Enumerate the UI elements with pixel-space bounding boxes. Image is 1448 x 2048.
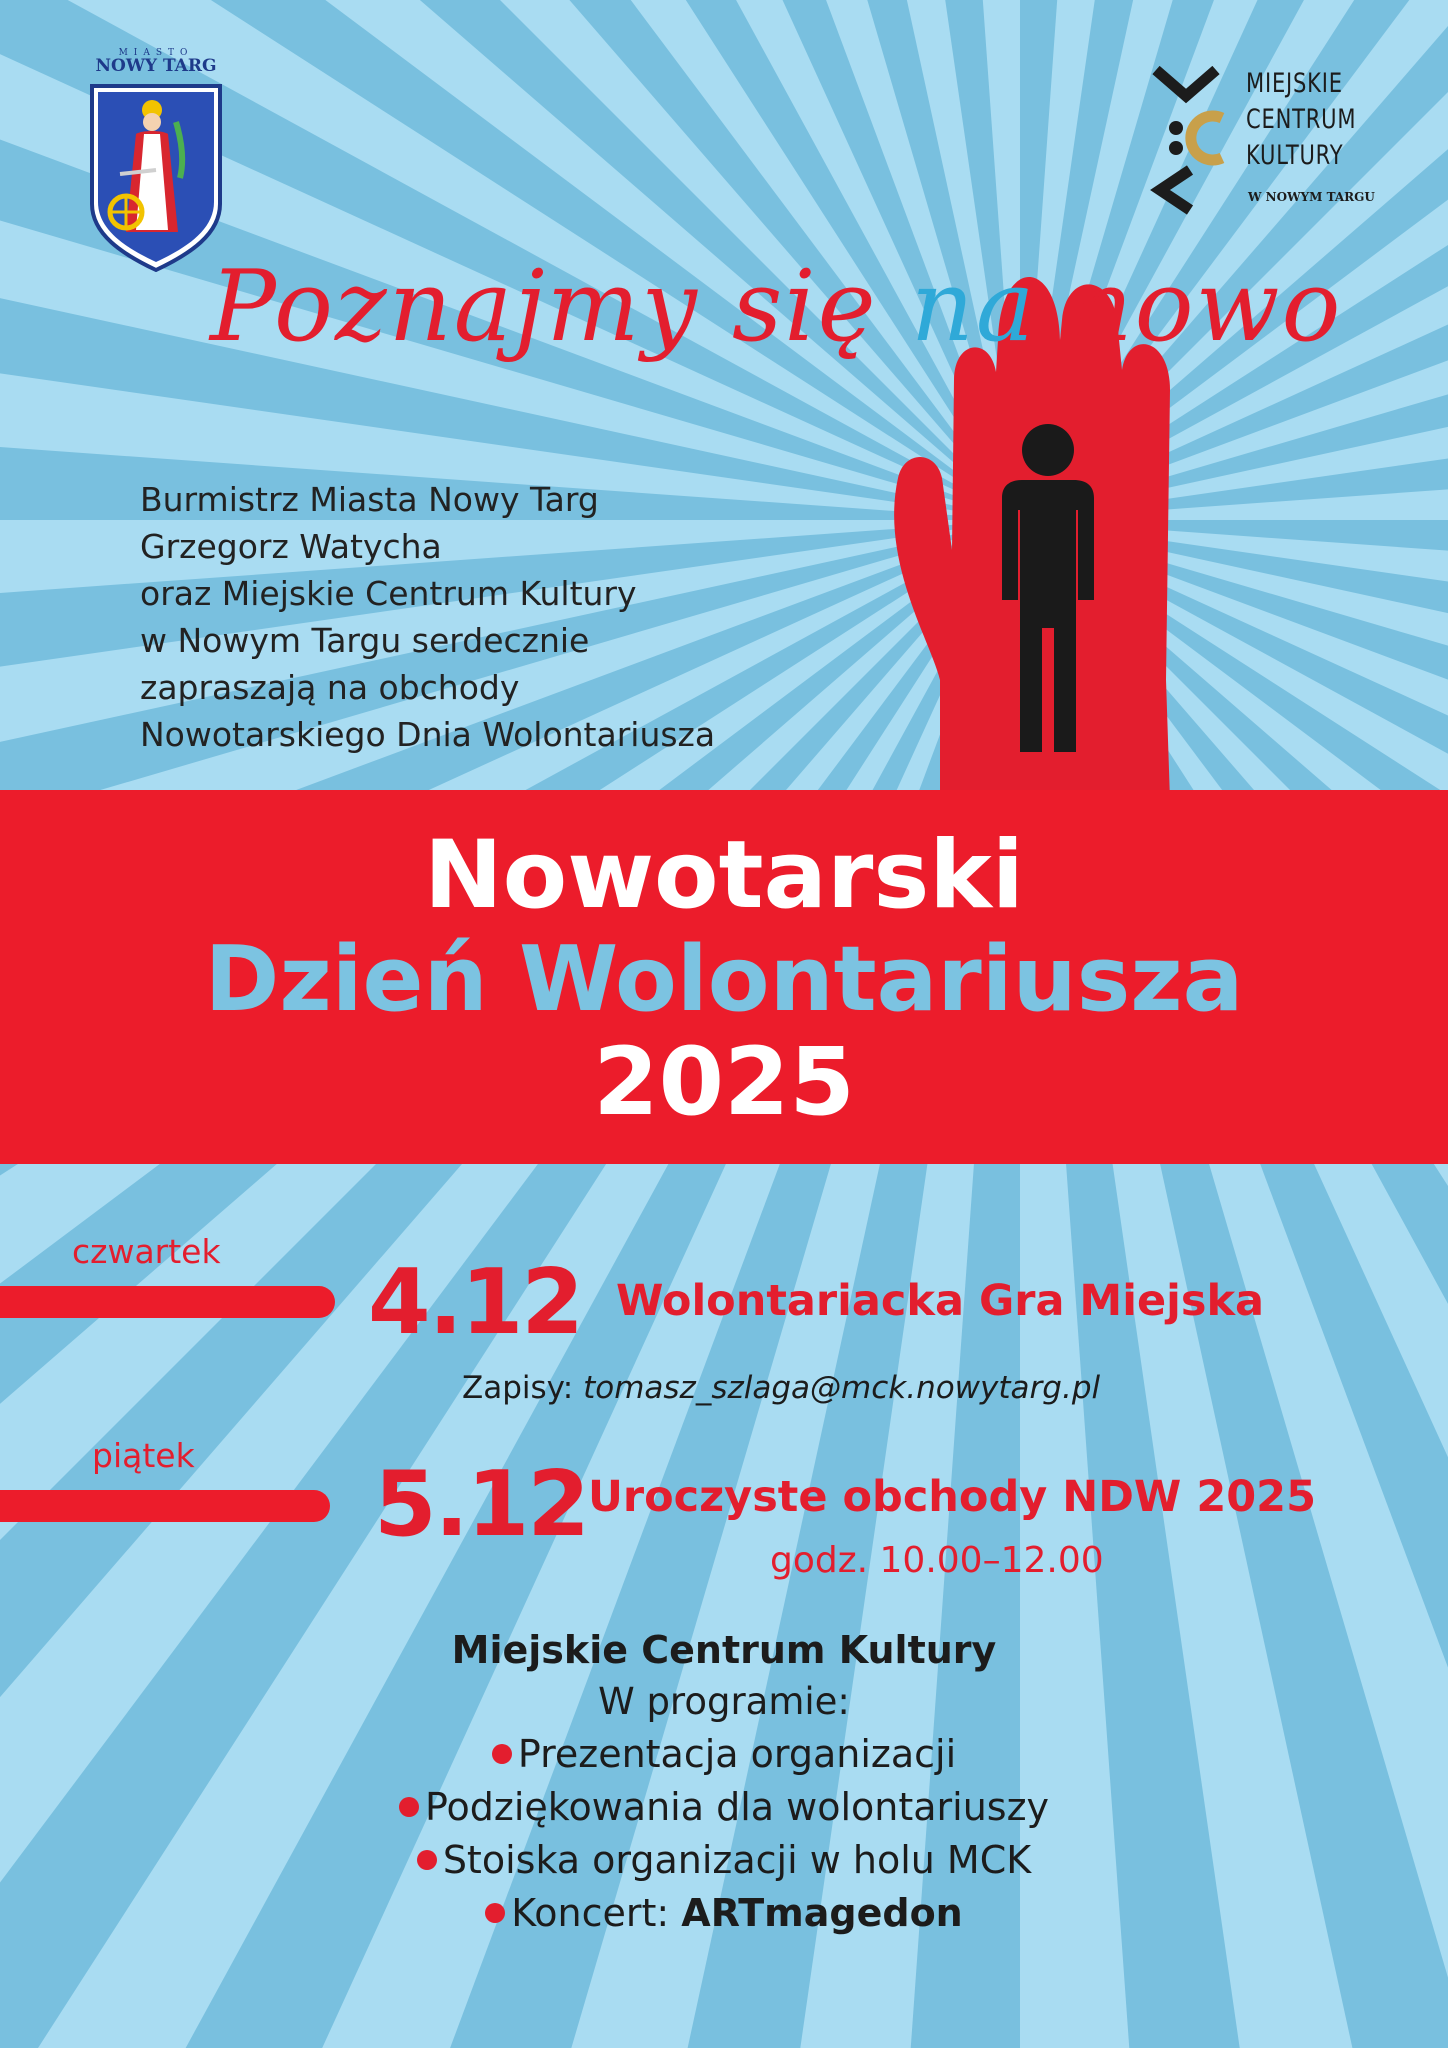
bullet-icon bbox=[417, 1850, 437, 1870]
event-2-title: Uroczyste obchody NDW 2025 bbox=[588, 1472, 1316, 1522]
program-heading: W programie: bbox=[598, 1680, 850, 1723]
signup-email-link[interactable]: tomasz_szlaga@mck.nowytarg.pl bbox=[583, 1370, 1101, 1406]
signup-label: Zapisy: bbox=[462, 1370, 574, 1406]
concert-name: ARTmagedon bbox=[681, 1891, 963, 1935]
mck-symbol-icon bbox=[1150, 66, 1250, 216]
slogan-part-1: Poznajmy się bbox=[210, 250, 911, 364]
mck-logo-line-3: KULTURY bbox=[1246, 140, 1344, 171]
city-logo bbox=[86, 48, 226, 276]
concert-label: Koncert: bbox=[511, 1891, 682, 1935]
event-1-title: Wolontariacka Gra Miejska bbox=[616, 1276, 1265, 1326]
signup-line bbox=[462, 1370, 1100, 1406]
slogan bbox=[210, 250, 1360, 364]
program-section bbox=[0, 1624, 1448, 1940]
program-item-concert bbox=[0, 1887, 1448, 1940]
event-1-date: 4.12 bbox=[368, 1250, 583, 1355]
mck-logo-line-2: CENTRUM bbox=[1246, 104, 1357, 135]
invitation-line: Burmistrz Miasta Nowy Targ bbox=[140, 480, 599, 519]
slogan-part-3: nowo bbox=[1036, 250, 1343, 364]
invitation-line: Grzegorz Watycha bbox=[140, 527, 442, 566]
event-2-hours: godz. 10.00–12.00 bbox=[770, 1540, 1104, 1581]
invitation-line: zapraszają na obchody bbox=[140, 668, 520, 707]
bullet-icon bbox=[492, 1744, 512, 1764]
mck-logo-line-1: MIEJSKIE bbox=[1246, 68, 1343, 99]
bullet-icon bbox=[485, 1903, 505, 1923]
program-item-label: Prezentacja organizacji bbox=[517, 1732, 957, 1776]
invitation-line: Nowotarskiego Dnia Wolontariusza bbox=[140, 715, 716, 754]
event-2-date: 5.12 bbox=[374, 1452, 589, 1557]
event-1-stripe bbox=[0, 1286, 335, 1318]
mck-logo-subtitle: W NOWYM TARGU bbox=[1248, 190, 1375, 204]
event-2-day: piątek bbox=[92, 1436, 195, 1475]
program-item bbox=[0, 1834, 1448, 1887]
invitation-text bbox=[140, 476, 860, 758]
program-item-label: Stoiska organizacji w holu MCK bbox=[442, 1838, 1032, 1882]
slogan-part-2: na bbox=[910, 250, 1037, 364]
program-item-label: Podziękowania dla wolontariuszy bbox=[424, 1785, 1050, 1829]
coat-of-arms-icon bbox=[86, 82, 226, 272]
title-line-1: Nowotarski bbox=[423, 821, 1025, 930]
invitation-line: oraz Miejskie Centrum Kultury bbox=[140, 574, 637, 613]
program-item bbox=[0, 1728, 1448, 1781]
city-logo-small-text: MIASTO bbox=[118, 48, 194, 58]
program-item bbox=[0, 1781, 1448, 1834]
bullet-icon bbox=[399, 1797, 419, 1817]
mck-logo bbox=[1150, 66, 1390, 226]
program-venue: Miejskie Centrum Kultury bbox=[451, 1628, 997, 1672]
city-logo-name: NOWY TARG bbox=[95, 56, 217, 76]
event-1-day: czwartek bbox=[72, 1232, 221, 1271]
title-year: 2025 bbox=[593, 1028, 855, 1137]
mck-logo-text bbox=[1246, 66, 1356, 174]
invitation-line: w Nowym Targu serdecznie bbox=[140, 621, 590, 660]
title-line-2: Dzień Wolontariusza bbox=[204, 927, 1244, 1032]
event-2-stripe bbox=[0, 1490, 330, 1522]
